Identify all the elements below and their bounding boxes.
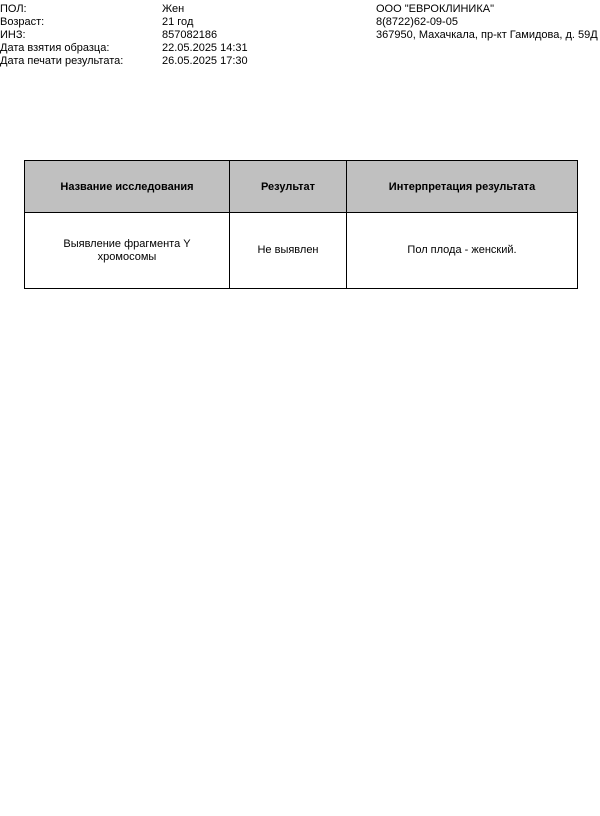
header-interpretation: Интерпретация результата bbox=[347, 161, 578, 213]
age-value: 21 год bbox=[162, 16, 194, 28]
sample-date-value: 22.05.2025 14:31 bbox=[162, 42, 248, 54]
patient-field-age bbox=[0, 16, 360, 29]
patient-field-inz bbox=[0, 29, 360, 42]
clinic-phone: 8(8722)62-09-05 bbox=[376, 16, 458, 28]
inz-label: ИНЗ: bbox=[0, 29, 26, 41]
print-date-label: Дата печати результата: bbox=[0, 55, 124, 67]
sex-label: ПОЛ: bbox=[0, 3, 27, 15]
sex-value: Жен bbox=[162, 3, 185, 15]
clinic-address: 367950, Махачкала, пр-кт Гамидова, д. 59Д bbox=[376, 29, 598, 41]
age-label: Возраст: bbox=[0, 16, 45, 28]
patient-field-print-date bbox=[0, 55, 360, 68]
header-test-name: Название исследования bbox=[25, 161, 230, 213]
cell-result: Не выявлен bbox=[230, 213, 347, 289]
header-result: Результат bbox=[230, 161, 347, 213]
cell-interpretation: Пол плода - женский. bbox=[347, 213, 578, 289]
results-table bbox=[24, 160, 578, 289]
cell-test-name: Выявление фрагмента Y хромосомы bbox=[25, 213, 230, 289]
print-date-value: 26.05.2025 17:30 bbox=[162, 55, 248, 67]
clinic-name: ООО "ЕВРОКЛИНИКА" bbox=[376, 3, 494, 15]
patient-field-sample-date bbox=[0, 42, 360, 55]
patient-field-sex bbox=[0, 3, 360, 16]
table-row bbox=[25, 213, 578, 289]
inz-value: 857082186 bbox=[162, 29, 218, 41]
results-header-row bbox=[25, 161, 578, 213]
sample-date-label: Дата взятия образца: bbox=[0, 42, 110, 54]
